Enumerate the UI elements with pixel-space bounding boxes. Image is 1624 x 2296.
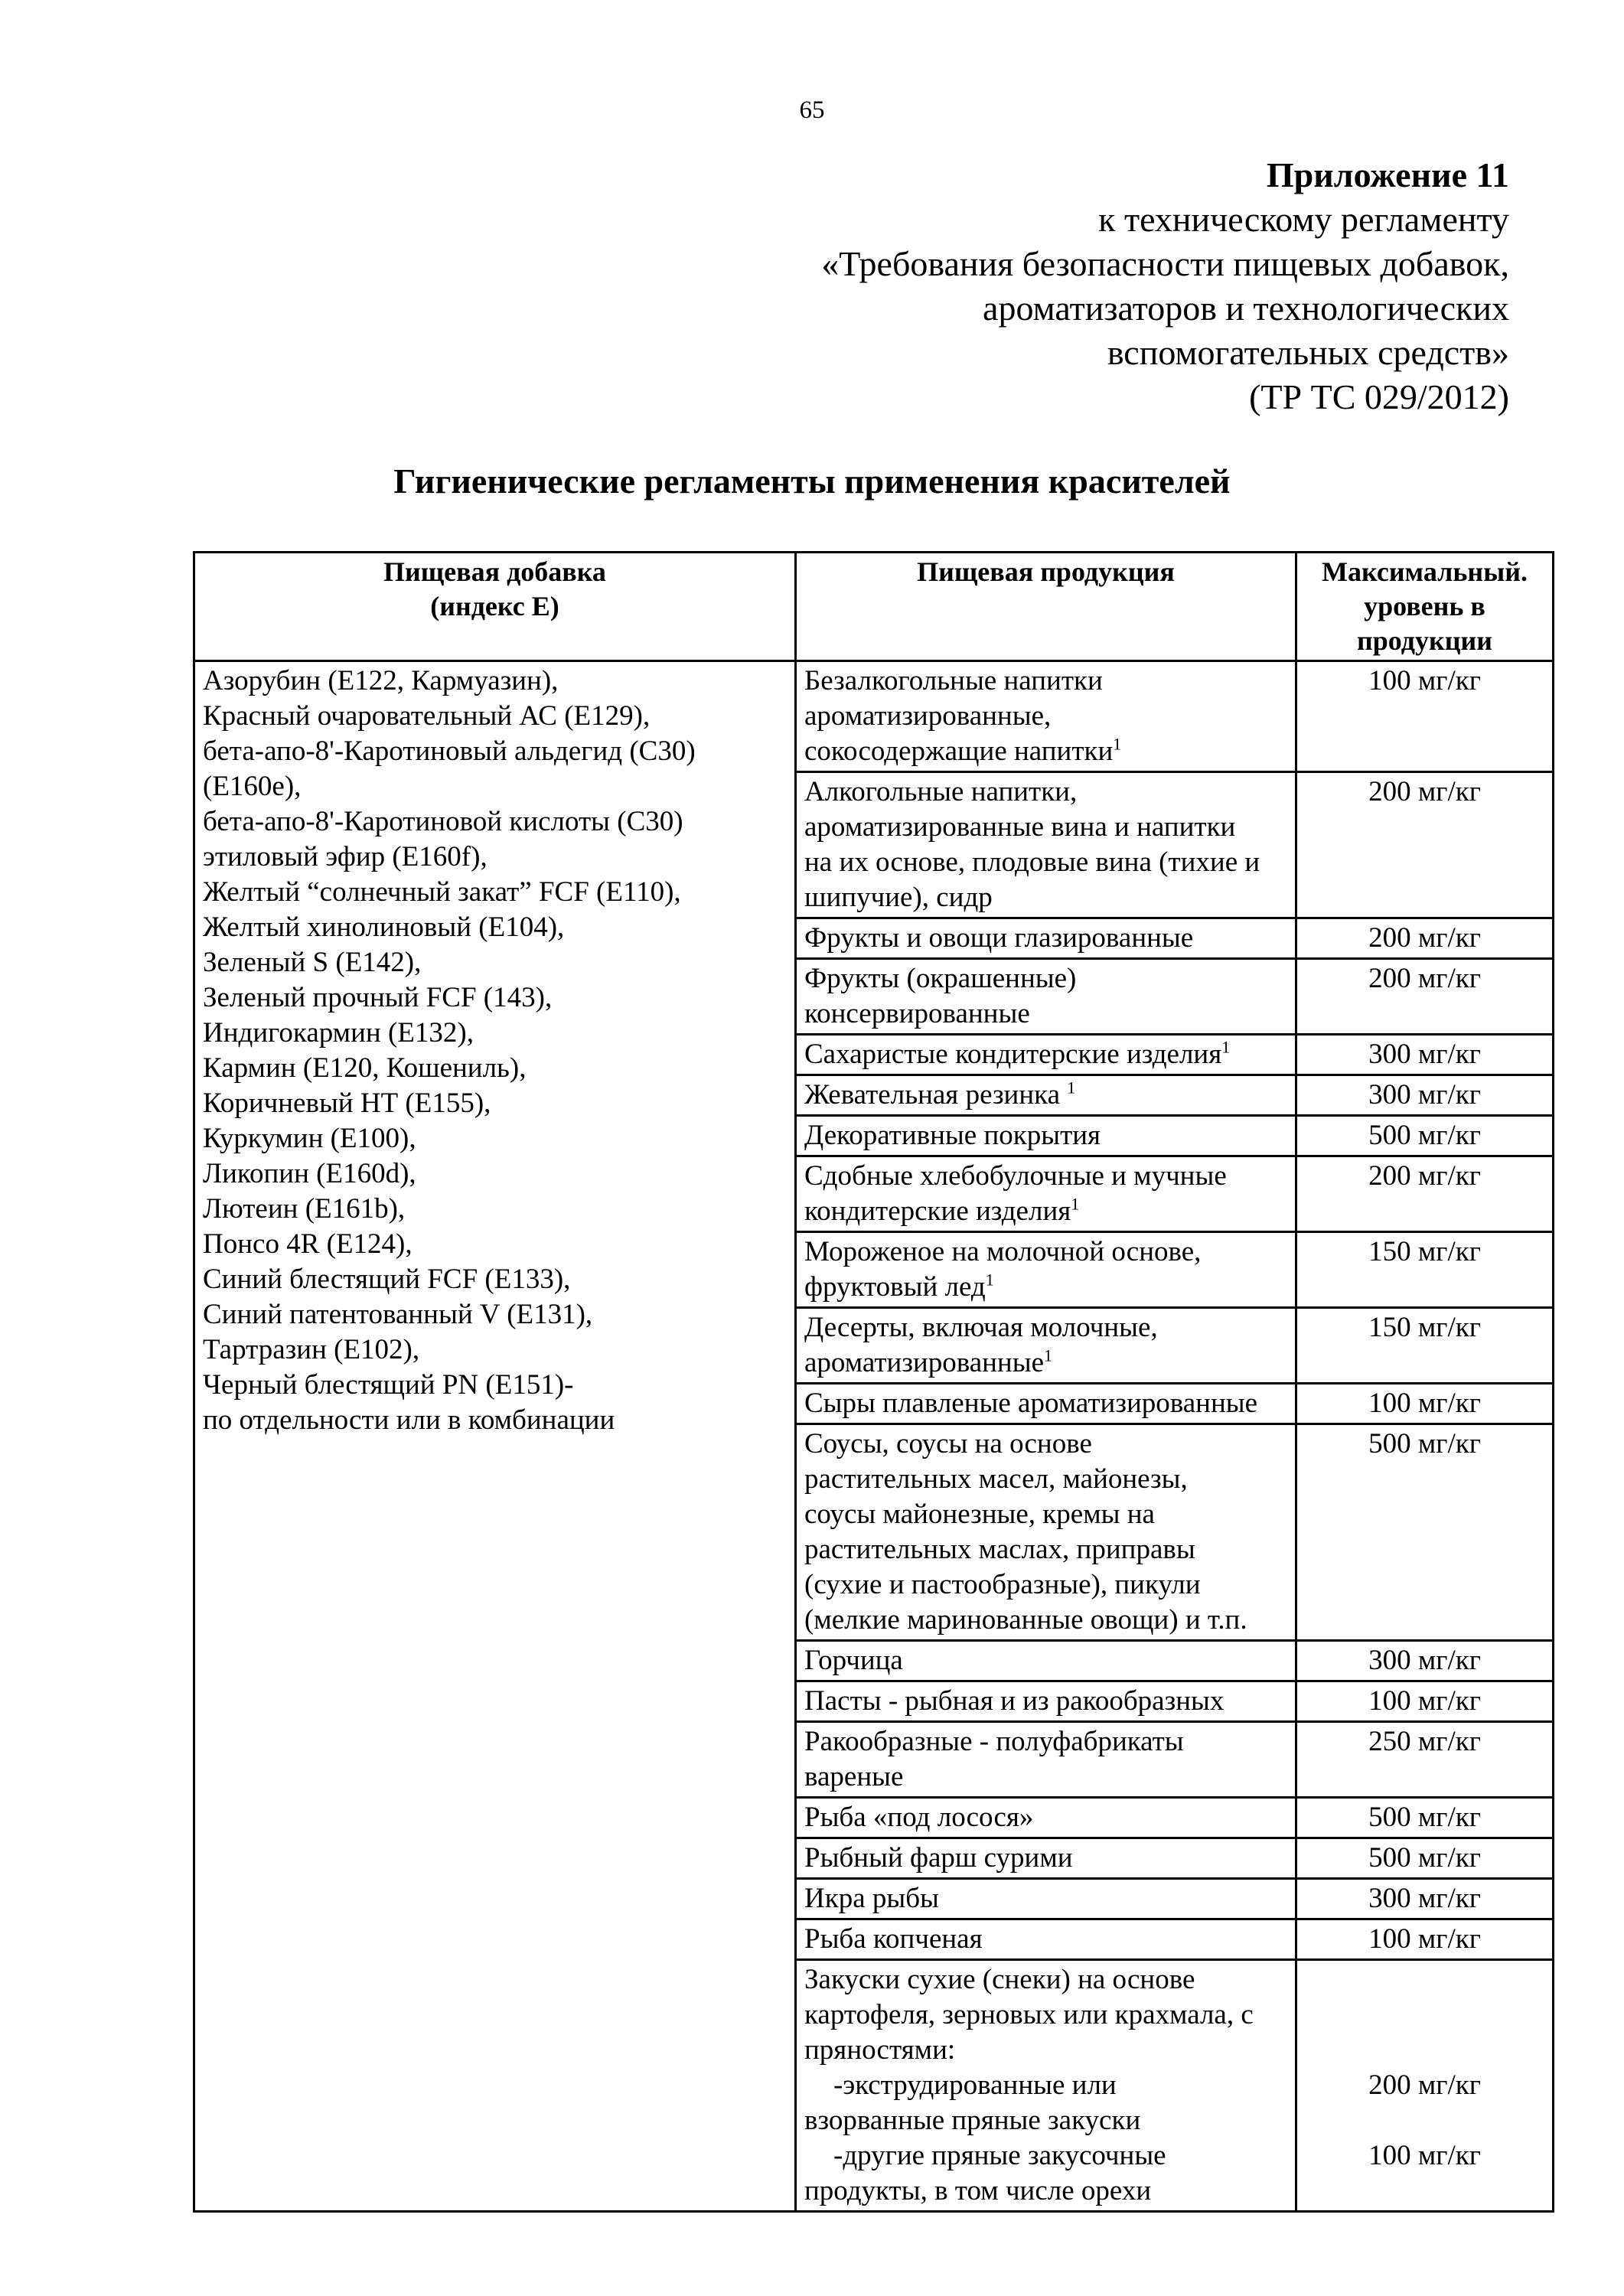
product-cell	[796, 1075, 1296, 1116]
level-value: 200 мг/кг	[1368, 2069, 1481, 2101]
product-line: -другие пряные закусочные	[833, 2140, 1166, 2171]
product-cell	[796, 1384, 1296, 1424]
appendix-line: к техническому регламенту	[1098, 200, 1509, 239]
level-cell: 300 мг/кг	[1296, 1641, 1554, 1681]
product-cell	[796, 661, 1296, 772]
product-cell	[796, 1308, 1296, 1384]
product-cell	[796, 772, 1296, 918]
product-line: Икра рыбы	[804, 1883, 939, 1914]
product-line: Ракообразные - полуфабрикаты	[804, 1726, 1184, 1757]
appendix-block	[821, 153, 1509, 419]
additive-line: (Е160е),	[203, 771, 302, 802]
level-cell: 300 мг/кг	[1296, 1879, 1554, 1919]
product-cell	[796, 959, 1296, 1035]
product-line: Жевательная резинка	[804, 1079, 1068, 1110]
product-line: Рыбный фарш сурими	[804, 1842, 1073, 1874]
additive-line: бета-апо-8'-Каротиновой кислоты (С30)	[203, 806, 683, 837]
additive-line: Ликопин (Е160d),	[203, 1158, 416, 1189]
header-level-line: Максимальный.	[1322, 556, 1528, 587]
product-line-with-footnote	[804, 734, 1287, 769]
additive-line: бета-апо-8'-Каротиновый альдегид (С30)	[203, 735, 696, 767]
level-cell	[1296, 1960, 1554, 2212]
product-line: Горчица	[804, 1645, 903, 1676]
footnote-marker: 1	[985, 1270, 994, 1290]
product-line: картофеля, зерновых или крахмала, с	[804, 1999, 1254, 2030]
appendix-line: «Требования безопасности пищевых добавок,	[821, 244, 1509, 283]
additive-line: Зеленый прочный FCF (143),	[203, 982, 553, 1013]
product-line: кондитерские изделия	[804, 1195, 1071, 1227]
footnote-marker: 1	[1071, 1194, 1080, 1214]
product-cell	[796, 1156, 1296, 1232]
product-cell	[796, 1960, 1296, 2212]
product-line: Десерты, включая молочные,	[804, 1312, 1158, 1343]
product-line: ароматизированные	[804, 1347, 1045, 1378]
level-cell: 300 мг/кг	[1296, 1075, 1554, 1116]
product-line: (сухие и пастообразные), пикули	[804, 1569, 1201, 1600]
additive-line: по отдельности или в комбинации	[203, 1404, 615, 1436]
level-cell: 300 мг/кг	[1296, 1035, 1554, 1075]
footnote-marker: 1	[1044, 1345, 1053, 1365]
product-line: Декоративные покрытия	[804, 1120, 1101, 1151]
product-cell	[796, 1879, 1296, 1919]
product-line-with-footnote	[804, 1345, 1287, 1381]
product-line: пряностями:	[804, 2034, 956, 2066]
product-cell	[796, 1232, 1296, 1308]
level-cell: 500 мг/кг	[1296, 1116, 1554, 1156]
product-line: Соусы, соусы на основе	[804, 1428, 1092, 1459]
product-cell	[796, 1722, 1296, 1798]
product-line: Сдобные хлебобулочные и мучные	[804, 1160, 1227, 1192]
product-cell	[796, 1035, 1296, 1075]
colorants-table	[193, 551, 1554, 2213]
product-line: шипучие), сидр	[804, 882, 993, 913]
additive-line: Коричневый НТ (Е155),	[203, 1088, 491, 1119]
product-cell	[796, 1919, 1296, 1960]
additive-line: Куркумин (Е100),	[203, 1123, 416, 1154]
product-line: взорванные пряные закуски	[804, 2105, 1141, 2136]
additive-line: Лютеин (Е161b),	[203, 1193, 406, 1225]
header-level-line: уровень в	[1364, 591, 1485, 621]
level-cell: 200 мг/кг	[1296, 959, 1554, 1035]
product-cell	[796, 1641, 1296, 1681]
product-cell	[796, 1116, 1296, 1156]
footnote-marker: 1	[1067, 1078, 1076, 1097]
table-header-row	[194, 553, 1554, 661]
product-line: Пасты - рыбная и из ракообразных	[804, 1685, 1225, 1717]
product-line: Сыры плавленые ароматизированные	[804, 1388, 1258, 1419]
product-cell	[796, 1838, 1296, 1879]
product-line: Безалкогольные напитки	[804, 665, 1103, 696]
header-additive-line: (индекс Е)	[430, 591, 559, 621]
additive-line: Зеленый S (Е142),	[203, 947, 422, 978]
header-level-line: продукции	[1357, 625, 1492, 656]
product-line-with-footnote	[804, 1270, 1287, 1305]
header-product: Пищевая продукция	[796, 553, 1296, 661]
additive-line: Кармин (Е120, Кошениль),	[203, 1052, 527, 1084]
product-line: вареные	[804, 1761, 904, 1792]
product-cell	[796, 918, 1296, 959]
level-spacer	[1305, 2174, 1544, 2209]
document-title: Гигиенические регламенты применения красителей	[393, 461, 1231, 501]
additive-line: Черный блестящий PN (Е151)-	[203, 1369, 574, 1401]
product-line: консервированные	[804, 998, 1030, 1029]
product-line: продукты, в том числе орехи	[804, 2175, 1152, 2206]
appendix-line: (ТР ТС 029/2012)	[1249, 377, 1509, 416]
appendix-title: Приложение 11	[1266, 155, 1509, 194]
appendix-line: вспомогательных средств»	[1107, 333, 1509, 372]
product-line: -экструдированные или	[833, 2069, 1117, 2101]
additive-line: Понсо 4R (Е124),	[203, 1228, 413, 1260]
header-additive-line: Пищевая добавка	[383, 556, 606, 587]
additive-line: Азорубин (Е122, Кармуазин),	[203, 665, 559, 696]
product-line-with-footnote	[804, 1194, 1287, 1229]
level-spacer	[1305, 2033, 1544, 2068]
level-cell: 200 мг/кг	[1296, 772, 1554, 918]
level-cell: 150 мг/кг	[1296, 1308, 1554, 1384]
header-additive	[194, 553, 796, 661]
product-line: Фрукты (окрашенные)	[804, 963, 1077, 994]
level-spacer	[1305, 1998, 1544, 2033]
level-cell: 500 мг/кг	[1296, 1424, 1554, 1641]
product-line: ароматизированные вина и напитки	[804, 811, 1236, 843]
product-cell	[796, 1798, 1296, 1838]
product-line: (мелкие маринованные овощи) и т.п.	[804, 1604, 1247, 1636]
level-cell: 250 мг/кг	[1296, 1722, 1554, 1798]
product-line: Рыба «под лосося»	[804, 1802, 1034, 1833]
level-cell: 200 мг/кг	[1296, 1156, 1554, 1232]
product-line: Мороженое на молочной основе,	[804, 1236, 1202, 1267]
additive-line: Тартразин (Е102),	[203, 1334, 420, 1365]
header-level	[1296, 553, 1554, 661]
page-number: 65	[799, 96, 825, 124]
level-cell: 500 мг/кг	[1296, 1798, 1554, 1838]
product-line: растительных масел, майонезы,	[804, 1463, 1188, 1495]
level-spacer	[1305, 2103, 1544, 2138]
footnote-marker: 1	[1221, 1037, 1231, 1057]
level-value: 100 мг/кг	[1368, 2140, 1481, 2171]
additive-line: Желтый хинолиновый (Е104),	[203, 912, 565, 943]
additive-line: этиловый эфир (Е160f),	[203, 841, 488, 872]
level-cell: 500 мг/кг	[1296, 1838, 1554, 1879]
product-line: на их основе, плодовые вина (тихие и	[804, 846, 1260, 878]
product-line: растительных маслах, приправы	[804, 1534, 1195, 1565]
additive-line: Синий блестящий FCF (Е133),	[203, 1264, 571, 1295]
product-cell	[796, 1681, 1296, 1722]
product-line: Алкогольные напитки,	[804, 776, 1078, 807]
level-cell: 100 мг/кг	[1296, 1681, 1554, 1722]
additive-line: Желтый “солнечный закат” FCF (Е110),	[203, 876, 681, 908]
product-line: Фрукты и овощи глазированные	[804, 922, 1194, 954]
product-line-with-footnote	[804, 1037, 1287, 1072]
additives-cell	[194, 661, 796, 2212]
product-line: Рыба копченая	[804, 1923, 983, 1955]
product-line: Закуски сухие (снеки) на основе	[804, 1964, 1195, 1995]
level-cell: 150 мг/кг	[1296, 1232, 1554, 1308]
level-cell: 100 мг/кг	[1296, 1919, 1554, 1960]
level-cell: 200 мг/кг	[1296, 918, 1554, 959]
additive-line: Синий патентованный V (Е131),	[203, 1299, 593, 1330]
level-cell: 100 мг/кг	[1296, 1384, 1554, 1424]
product-cell	[796, 1424, 1296, 1641]
product-line: соусы майонезные, кремы на	[804, 1499, 1155, 1530]
table-row	[194, 661, 1554, 772]
product-line: сокосодержащие напитки	[804, 735, 1114, 767]
additive-line: Красный очаровательный АС (Е129),	[203, 700, 651, 732]
footnote-marker: 1	[1113, 734, 1122, 754]
level-cell: 100 мг/кг	[1296, 661, 1554, 772]
table-body	[194, 661, 1554, 2212]
product-line: фруктовый лед	[804, 1271, 986, 1303]
product-line-with-footnote	[804, 1078, 1287, 1113]
product-line: Сахаристые кондитерские изделия	[804, 1039, 1222, 1070]
appendix-line: ароматизаторов и технологических	[983, 289, 1509, 328]
additive-line: Индигокармин (Е132),	[203, 1017, 474, 1049]
level-spacer	[1305, 1962, 1544, 1998]
product-line: ароматизированные,	[804, 700, 1052, 732]
